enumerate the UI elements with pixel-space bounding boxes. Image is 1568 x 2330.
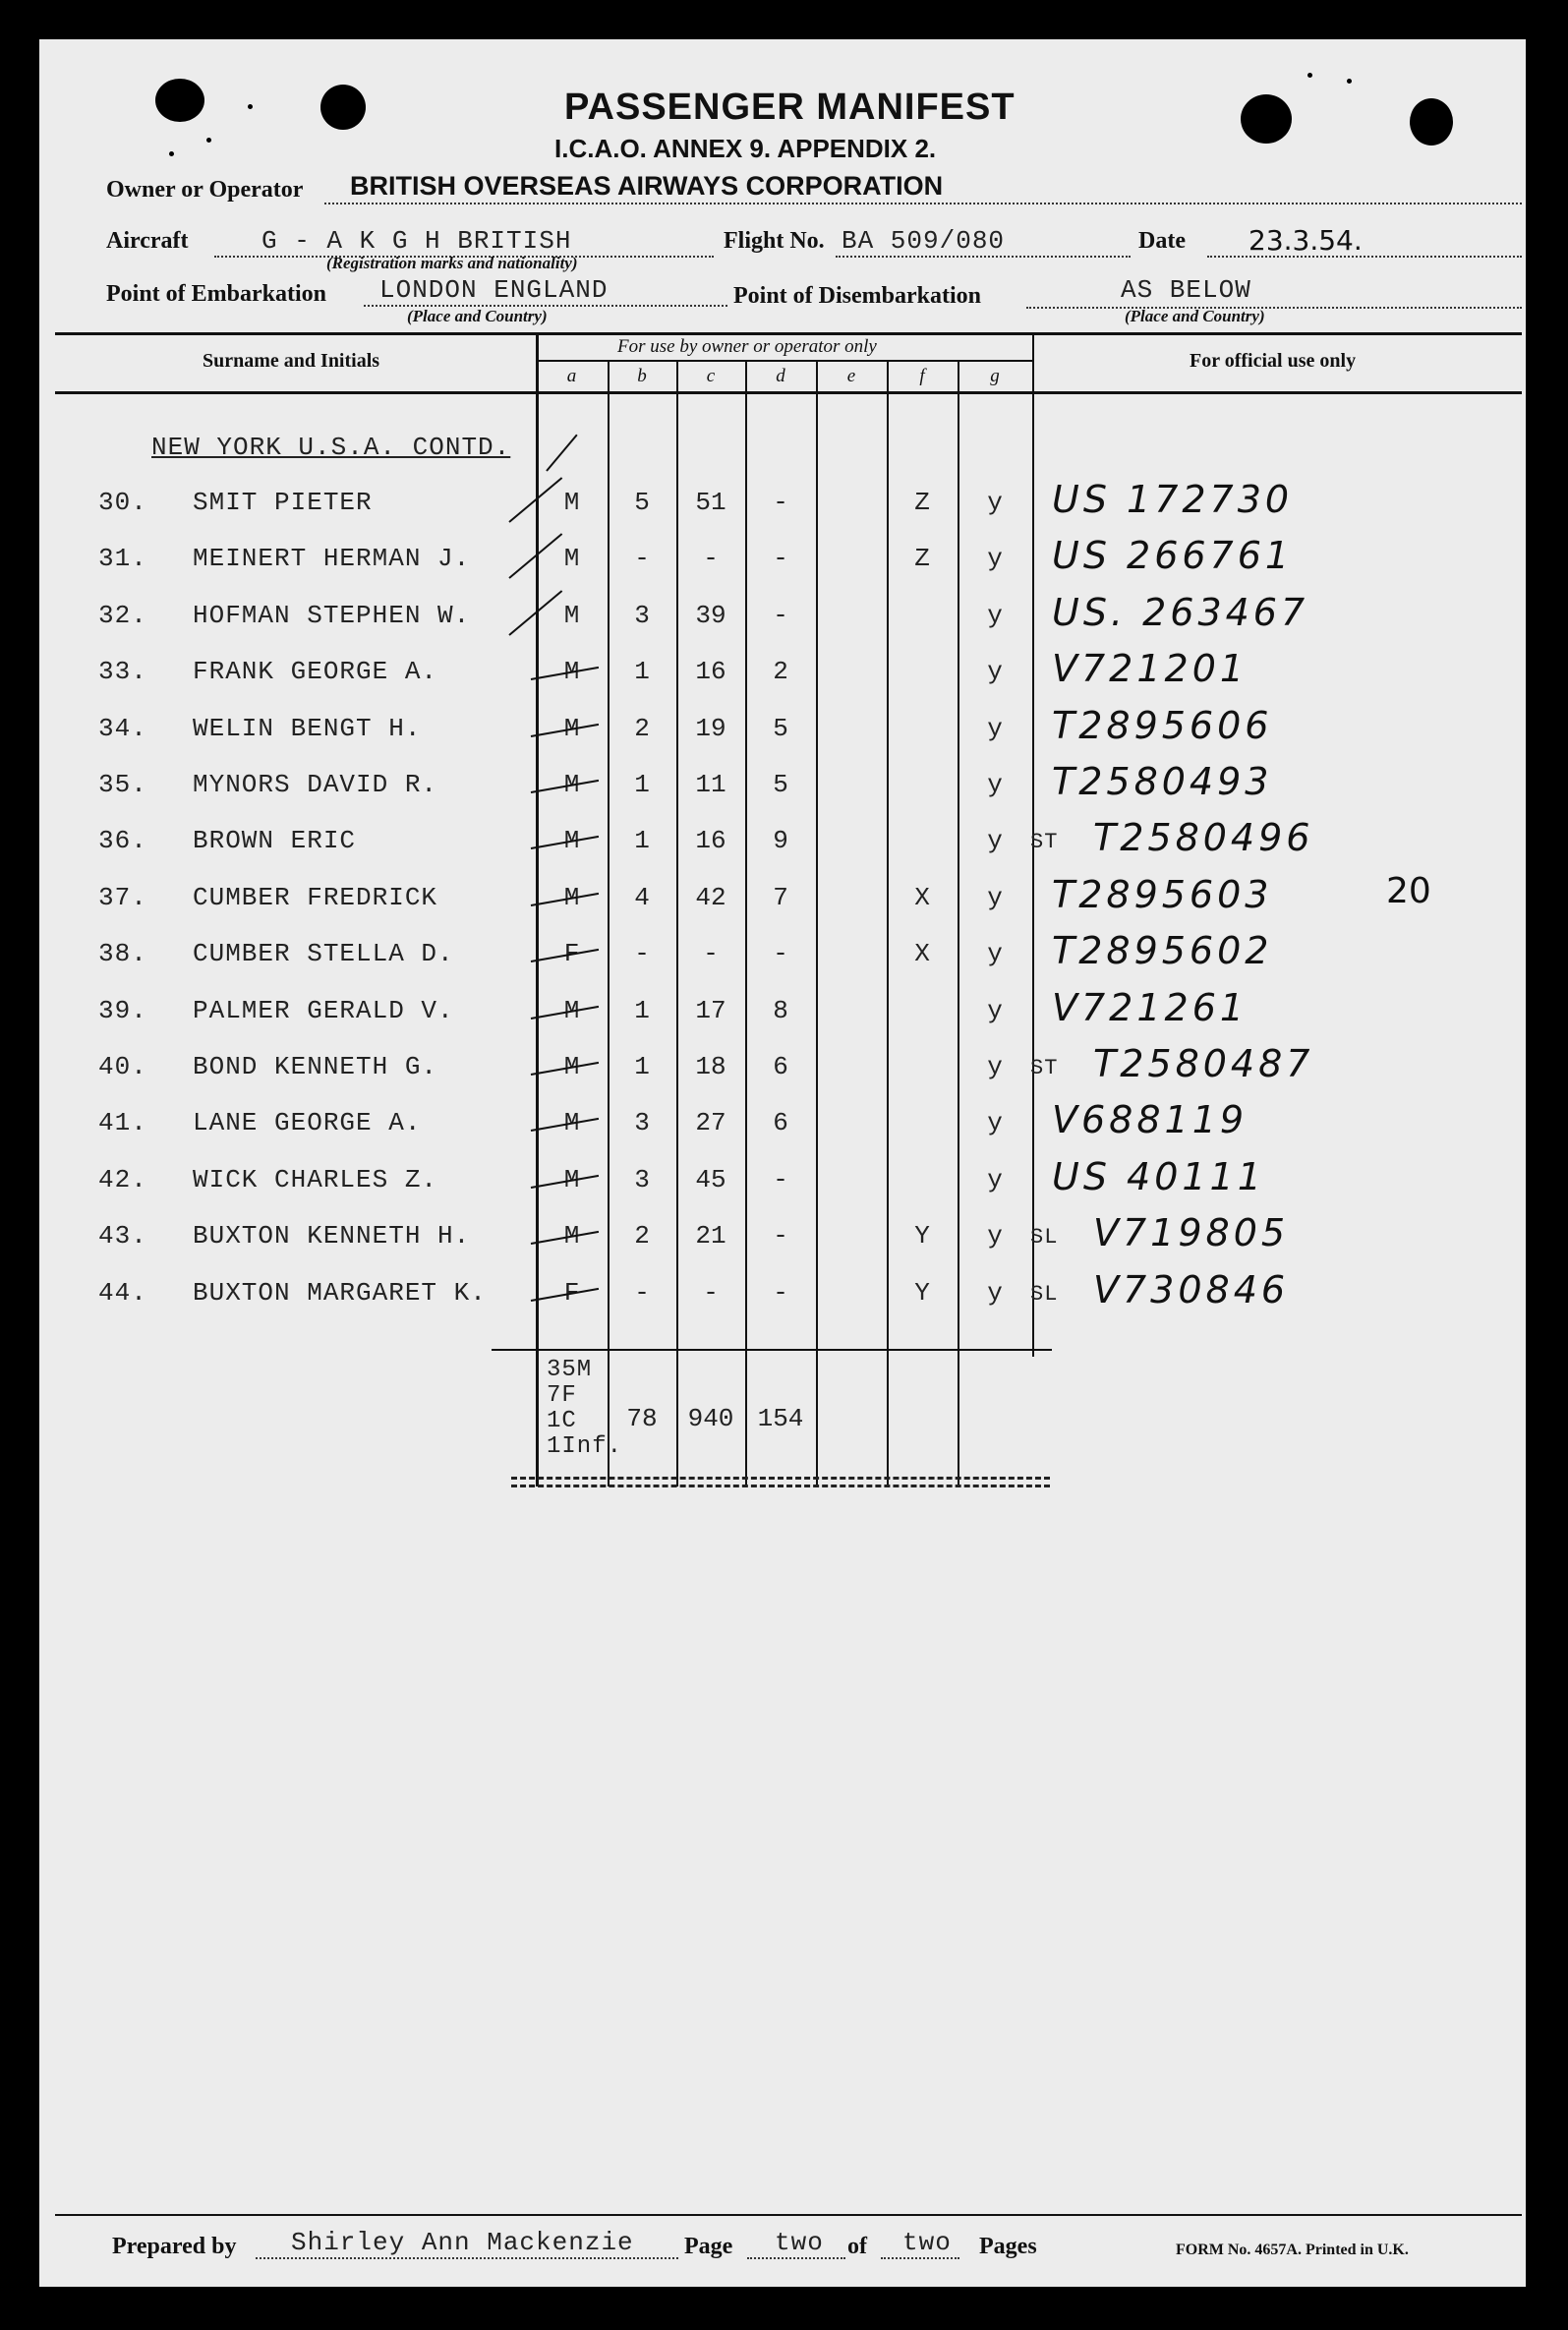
- cell-g: y: [987, 826, 1003, 855]
- cell-d: -: [773, 939, 788, 968]
- cell-g: y: [987, 1165, 1003, 1194]
- prepared-line: [256, 2257, 678, 2259]
- cell-b: 3: [634, 601, 650, 630]
- sub-column-header: g: [990, 366, 1000, 386]
- passenger-name: WICK CHARLES Z.: [193, 1165, 438, 1194]
- cell-b: 1: [634, 1052, 650, 1081]
- total-sex-count-4: 1Inf.: [547, 1433, 623, 1460]
- cell-d: -: [773, 544, 788, 573]
- passenger-name: FRANK GEORGE A.: [193, 657, 438, 686]
- cell-c: 16: [695, 826, 726, 855]
- cell-f: Z: [914, 544, 930, 573]
- column-rule: [676, 360, 678, 1486]
- cell-g: y: [987, 883, 1003, 912]
- official-number: US 266761: [1052, 534, 1294, 577]
- cell-d: 6: [773, 1052, 788, 1081]
- speck: [248, 104, 253, 109]
- embark-note: (Place and Country): [407, 307, 548, 325]
- form-label: FORM No. 4657A. Printed in U.K.: [1176, 2242, 1409, 2258]
- page-subtitle: I.C.A.O. ANNEX 9. APPENDIX 2.: [554, 134, 937, 163]
- total-sex-count-3: 1C: [547, 1408, 577, 1434]
- cell-b: 2: [634, 714, 650, 743]
- punch-hole-right-2: [1410, 98, 1453, 146]
- total-sex-count-2: 7F: [547, 1382, 577, 1409]
- embark-label: Point of Embarkation: [106, 281, 327, 307]
- cell-g: y: [987, 939, 1003, 968]
- row-number: 34.: [98, 714, 147, 743]
- passenger-name: HOFMAN STEPHEN W.: [193, 601, 471, 630]
- prepared-label: Prepared by: [112, 2234, 237, 2259]
- cell-b: 1: [634, 826, 650, 855]
- official-number: V688119: [1052, 1098, 1249, 1141]
- disembark-label: Point of Disembarkation: [733, 283, 981, 309]
- totals-top-rule: [492, 1349, 1052, 1351]
- cell-c: 51: [695, 488, 726, 517]
- cell-a: M: [563, 544, 580, 573]
- cell-d: -: [773, 1221, 788, 1251]
- section-heading: NEW YORK U.S.A. CONTD.: [151, 433, 511, 462]
- cell-b: -: [634, 544, 650, 573]
- cell-c: -: [703, 1278, 719, 1308]
- cell-d: 8: [773, 996, 788, 1025]
- cell-b: 2: [634, 1221, 650, 1251]
- disembark-value: AS BELOW: [1121, 275, 1251, 305]
- cell-g: y: [987, 601, 1003, 630]
- cell-b: 1: [634, 770, 650, 799]
- cell-c: -: [703, 544, 719, 573]
- cell-f: Z: [914, 488, 930, 517]
- col-owner-header: For use by owner or operator only: [617, 336, 877, 357]
- table-top-rule: [55, 332, 1522, 335]
- cell-g: y: [987, 544, 1003, 573]
- header-bottom-rule: [55, 391, 1522, 394]
- row-number: 35.: [98, 770, 147, 799]
- of-label: of: [847, 2234, 867, 2259]
- cell-c: 17: [695, 996, 726, 1025]
- official-prefix: SL: [1030, 1225, 1059, 1250]
- passenger-name: MEINERT HERMAN J.: [193, 544, 471, 573]
- of-line: [881, 2257, 959, 2259]
- owner-label: Owner or Operator: [106, 177, 304, 203]
- aircraft-note: (Registration marks and nationality): [326, 254, 578, 272]
- flight-label: Flight No.: [724, 228, 825, 254]
- sub-column-header: e: [846, 366, 856, 386]
- cell-g: y: [987, 996, 1003, 1025]
- cell-b: -: [634, 1278, 650, 1308]
- passenger-name: BUXTON KENNETH H.: [193, 1221, 471, 1251]
- official-prefix: ST: [1030, 1056, 1059, 1080]
- of-value: two: [902, 2228, 952, 2257]
- sub-column-header: d: [776, 366, 785, 386]
- punch-hole-left-2: [320, 85, 366, 130]
- cell-g: y: [987, 1221, 1003, 1251]
- cell-b: 3: [634, 1108, 650, 1137]
- official-number: US. 263467: [1052, 591, 1309, 634]
- official-number: US 40111: [1052, 1155, 1265, 1198]
- date-value: 23.3.54.: [1249, 224, 1363, 257]
- page-line: [747, 2257, 845, 2259]
- date-label: Date: [1138, 228, 1186, 254]
- passenger-name: PALMER GERALD V.: [193, 996, 454, 1025]
- col-official-header: For official use only: [1190, 350, 1357, 372]
- cell-d: 6: [773, 1108, 788, 1137]
- passenger-name: BROWN ERIC: [193, 826, 357, 855]
- cell-b: 1: [634, 657, 650, 686]
- total-sex-count-1: 35M: [547, 1357, 593, 1383]
- flight-value: BA 509/080: [842, 226, 1006, 256]
- footer-rule: [55, 2214, 1522, 2216]
- embark-value: LONDON ENGLAND: [379, 275, 609, 305]
- cell-d: -: [773, 1278, 788, 1308]
- passenger-name: WELIN BENGT H.: [193, 714, 422, 743]
- passenger-name: SMIT PIETER: [193, 488, 373, 517]
- speck: [206, 138, 211, 143]
- punch-hole-left: [155, 79, 204, 122]
- passenger-name: BOND KENNETH G.: [193, 1052, 438, 1081]
- official-number: T2580487: [1093, 1042, 1314, 1085]
- sub-column-header: b: [637, 366, 647, 386]
- row-number: 42.: [98, 1165, 147, 1194]
- speck: [1307, 73, 1312, 78]
- cell-a: M: [563, 488, 580, 517]
- column-rule: [958, 360, 959, 1486]
- passenger-name: CUMBER STELLA D.: [193, 939, 454, 968]
- aircraft-label: Aircraft: [106, 228, 189, 254]
- totals-double-rule-1: [511, 1477, 1050, 1480]
- cell-g: y: [987, 770, 1003, 799]
- aircraft-value: G - A K G H BRITISH: [261, 226, 572, 256]
- pages-label: Pages: [979, 2234, 1037, 2259]
- passenger-name: BUXTON MARGARET K.: [193, 1278, 487, 1308]
- row-number: 44.: [98, 1278, 147, 1308]
- passenger-name: MYNORS DAVID R.: [193, 770, 438, 799]
- cell-b: 4: [634, 883, 650, 912]
- cell-f: Y: [914, 1278, 930, 1308]
- official-number: T2580493: [1052, 760, 1273, 803]
- official-number: T2895602: [1052, 929, 1273, 972]
- row-number: 40.: [98, 1052, 147, 1081]
- totals-double-rule-2: [511, 1485, 1050, 1487]
- official-number: V719805: [1093, 1211, 1290, 1254]
- official-number: V721201: [1052, 647, 1249, 690]
- cell-g: y: [987, 488, 1003, 517]
- disembark-note: (Place and Country): [1125, 307, 1265, 325]
- official-prefix: ST: [1030, 830, 1059, 854]
- cell-c: 19: [695, 714, 726, 743]
- row-number: 41.: [98, 1108, 147, 1137]
- cell-f: X: [914, 883, 930, 912]
- flight-line: [836, 256, 1131, 258]
- official-number: T2580496: [1093, 816, 1314, 859]
- cell-g: y: [987, 1108, 1003, 1137]
- owner-line: [324, 203, 1522, 204]
- cell-c: 45: [695, 1165, 726, 1194]
- punch-hole-right: [1241, 94, 1292, 144]
- column-rule: [745, 360, 747, 1486]
- cell-a: M: [563, 601, 580, 630]
- row-number: 30.: [98, 488, 147, 517]
- cell-d: 5: [773, 714, 788, 743]
- prepared-value: Shirley Ann Mackenzie: [291, 2228, 634, 2257]
- official-number: T2895606: [1052, 704, 1273, 747]
- total-d: 154: [757, 1404, 804, 1433]
- column-rule: [887, 360, 889, 1486]
- cell-d: -: [773, 601, 788, 630]
- cell-g: y: [987, 657, 1003, 686]
- cell-f: Y: [914, 1221, 930, 1251]
- cell-g: y: [987, 1278, 1003, 1308]
- passenger-name: LANE GEORGE A.: [193, 1108, 422, 1137]
- total-c: 940: [687, 1404, 734, 1433]
- page-title: PASSENGER MANIFEST: [564, 87, 1016, 128]
- speck: [1347, 79, 1352, 84]
- cell-g: y: [987, 714, 1003, 743]
- cell-d: 5: [773, 770, 788, 799]
- cell-b: -: [634, 939, 650, 968]
- page-value: two: [775, 2228, 824, 2257]
- cell-f: X: [914, 939, 930, 968]
- row-number: 31.: [98, 544, 147, 573]
- col-name-header: Surname and Initials: [203, 350, 380, 372]
- official-number: US 172730: [1052, 478, 1294, 521]
- owner-value: BRITISH OVERSEAS AIRWAYS CORPORATION: [350, 171, 944, 201]
- column-rule: [816, 360, 818, 1486]
- row-number: 33.: [98, 657, 147, 686]
- speck: [169, 151, 174, 156]
- cell-d: -: [773, 488, 788, 517]
- cell-c: -: [703, 939, 719, 968]
- row-number: 39.: [98, 996, 147, 1025]
- cell-c: 42: [695, 883, 726, 912]
- column-rule: [608, 360, 610, 1486]
- disembark-line: [1026, 307, 1522, 309]
- row-number: 43.: [98, 1221, 147, 1251]
- passenger-name: CUMBER FREDRICK: [193, 883, 438, 912]
- cell-d: 7: [773, 883, 788, 912]
- cell-d: -: [773, 1165, 788, 1194]
- date-line: [1207, 256, 1522, 258]
- cell-b: 3: [634, 1165, 650, 1194]
- cell-b: 1: [634, 996, 650, 1025]
- row-number: 37.: [98, 883, 147, 912]
- cell-c: 39: [695, 601, 726, 630]
- cell-d: 9: [773, 826, 788, 855]
- page-label: Page: [684, 2234, 733, 2259]
- cell-g: y: [987, 1052, 1003, 1081]
- cell-c: 27: [695, 1108, 726, 1137]
- cell-b: 5: [634, 488, 650, 517]
- cell-d: 2: [773, 657, 788, 686]
- sub-column-header: a: [566, 366, 577, 386]
- cell-c: 11: [695, 770, 726, 799]
- row-number: 36.: [98, 826, 147, 855]
- official-note: 20: [1386, 871, 1431, 911]
- official-prefix: SL: [1030, 1282, 1059, 1307]
- official-number: V730846: [1093, 1268, 1290, 1311]
- cell-c: 16: [695, 657, 726, 686]
- cell-c: 21: [695, 1221, 726, 1251]
- official-number: T2895603: [1052, 873, 1273, 916]
- total-b: 78: [626, 1404, 658, 1433]
- official-number: V721261: [1052, 986, 1249, 1029]
- cell-c: 18: [695, 1052, 726, 1081]
- row-number: 32.: [98, 601, 147, 630]
- sub-column-header: f: [919, 366, 925, 386]
- sub-column-header: c: [706, 366, 716, 386]
- row-number: 38.: [98, 939, 147, 968]
